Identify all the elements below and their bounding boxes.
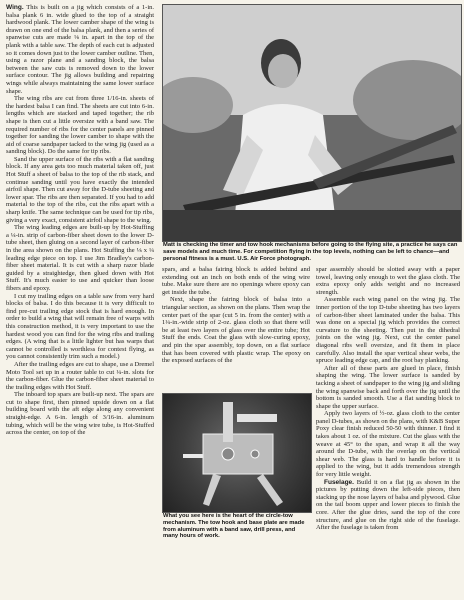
paragraph: spar assembly should be slotted away with a paper towel, leaving only enough to wet the glass cloth. The extra epoxy only adds weight and no increased strength. xyxy=(316,266,460,296)
paragraph: The inboard top spars are built-up next. The spars are cut to shape first, then pinned upside down on a flat building board with the aft edge along any convenient straight-edge. A 6-in. length of 3/16-in. aluminum tubing, which will be the wing wire tube, is Hot-Stuffed across the center, on top of the xyxy=(6,391,154,437)
paragraph: spars, and a balsa fairing block is added behind and extending out an inch on both ends of the wing wire tube. Make sure there are no openings where epoxy can get inside the tube. xyxy=(162,266,310,296)
paragraph: I cut my trailing edges on a table saw from very hard blocks of balsa. I do this because it is very difficult to find pre-cut trailing edge stock that is hard enough. In order to build a wing that will remain free of warps with this construction method, it is very important to use the hardest wood you can find for the wing ribs and trailing edges. (A wing that is a little lighter but has warps that cannot be controlled is worthless for contest flying, as you cannot consistently trim such a model.) xyxy=(6,292,154,361)
mechanism-illustration xyxy=(163,394,311,512)
section-heading-fuselage: Fuselage. xyxy=(324,478,354,486)
section-heading-wing: Wing. xyxy=(6,4,24,11)
paragraph: Wing. This is built on a jig which consists of a 1-in. balsa plank 6 in. wide glued to the top of a straight hardwood plank. The lower camber shape of the wing is drawn on one end of the balsa plank, and then a series of spanwise cuts are made ⅛ in. apart in the top of the plank with a table saw. The depth of each cut is adjusted so it comes down just to the lower camber outline. Then, using a razor plane and a sanding block, the balsa between the saw cuts is removed down to the lower surface contour. The jig allows building and repairing wings while always maintaining the same lower surface shape. xyxy=(6,4,155,95)
photo-man-with-model xyxy=(162,4,462,242)
paragraph: Sand the upper surface of the ribs with a flat sanding block. If any area gets too much material taken off, just Hot Stuff a sheet of balsa to the top of the rib stack, and continue sanding until you have exactly the intended airfoil shape. Then cut away for the D-tube sheeting and lower spar. The ribs are then separated. If you had to add material to the top of the ribs, cut the ribs apart with a sharp knife. The same technique can be used for tip ribs, giving a very exact, consistent airfoil shape to the wing. xyxy=(6,155,154,224)
paragraph: Assemble each wing panel on the wing jig. The inner portion of the top D-tube sheeting has two layers of carbon-fiber sheet laminated under the balsa. This was done on a special jig which provides the correct curvature to the sheeting. Then put in the dihedral joints on the wing jig. Next, cut the center panel diagonal ribs well oversize, and fit them in place carefully. Also install the spar vertical shear webs, the spruce leading edge cap, and the root bay planking. xyxy=(316,296,460,365)
photo-illustration xyxy=(163,5,461,241)
paragraph: The wing ribs are cut from three 1/16-in. sheets of the hardest balsa I can find. The sheets are cut into 6-in. lengths which are stacked and taped together; the rib shape is then cut a little oversize with a band saw. The required number of ribs for the center panels are pinned together for sanding the lower camber to shape with the aid of coarse sandpaper tacked to the wing jig (used as a sanding block). Do the same for tip ribs. xyxy=(6,95,154,156)
text-column-3 xyxy=(316,266,460,598)
paragraph: Next, shape the fairing block of balsa into a triangular section, as shown on the plans. Then wrap the center part of the spar (cut 5 in. from the center) with a 1¼-in.-wide strip of 2-oz. glass cloth so that there will be at least two layers of glass over the entire tube; Hot Stuff the ends. Coat the glass with slow-curing epoxy, and pin the spar assembly, top down, on a flat surface that has been covered with plastic wrap. The epoxy on the exposed surfaces of the xyxy=(162,296,310,365)
paragraph: After the trailing edges are cut to shape, use a Dremel Moto Tool set up in a router table to cut ¼-in. slots for the carbon-fiber. Glue the carbon-fiber sheet material to the trailing edges with Hot Stuff. xyxy=(6,360,154,391)
paragraph: After all of these parts are glued in place, finish shaping the wing. The lower surface is sanded by tacking a sheet of sandpaper to the wing jig and sliding the wing spanwise back and forth over the jig until the bottom is sanded smooth. Use a flat sanding block to shape the upper surface. xyxy=(316,364,460,410)
photo-caption-1: Matt is checking the timer and tow hook mechanisms before going to the flying site, a practice he says can save models and much time. For competition flying in the top levels, nothing can be left to chance—and personal fitness is a must. U.S. Air Force photograph. xyxy=(163,242,458,262)
paragraph: The wing leading edges are built-up by Hot-Stuffing a ¼-in. strip of carbon-fiber sheet down to the lower D-tube sheet, then gluing on a second layer of carbon-fiber in the area shown on the plans. Hot Stuffing the ⅛ x ¼ leading edge piece on top. I use Jim Bradley's carbon-fiber sheet material. It is cut with a sharp razor blade guided by a straightedge, then glued down with Hot Stuff. It's much easier to use and quicker than loose fibers and epoxy. xyxy=(6,224,154,292)
photo-tow-hook-mechanism xyxy=(162,393,312,513)
photo-caption-2: What you see here is the heart of the circle-tow mechanism. The tow hook and base plate are made from aluminum with a band saw, drill press, and many hours of work. xyxy=(163,513,305,540)
text-column-1 xyxy=(6,4,154,598)
paragraph: Apply two layers of ½-oz. glass cloth to the center panel D-tubes, as shown on the plans, with K&B Super Poxy clear finish reduced 50-50 with thinner. I find it takes about 1 oz. of the mixture. Cut the glass with the weave at 45° to the span, and wrap it all the way around the D-tube, with the overlap on the vertical shear web. The glass is hard to handle before it is applied to the wing, but it adds tremendous strength for very little weight. xyxy=(316,410,460,479)
paragraph: Fuselage. Build it on a flat jig as shown in the pictures by putting down the left-side pieces, then stacking up the nose layers of balsa and plywood. Glue on the tail boom upper and lower pieces to finish the core. After the glue dries, sand the top of the core structure, and glue on the right side of the fuselage. After the fuselage is taken from xyxy=(316,478,460,532)
